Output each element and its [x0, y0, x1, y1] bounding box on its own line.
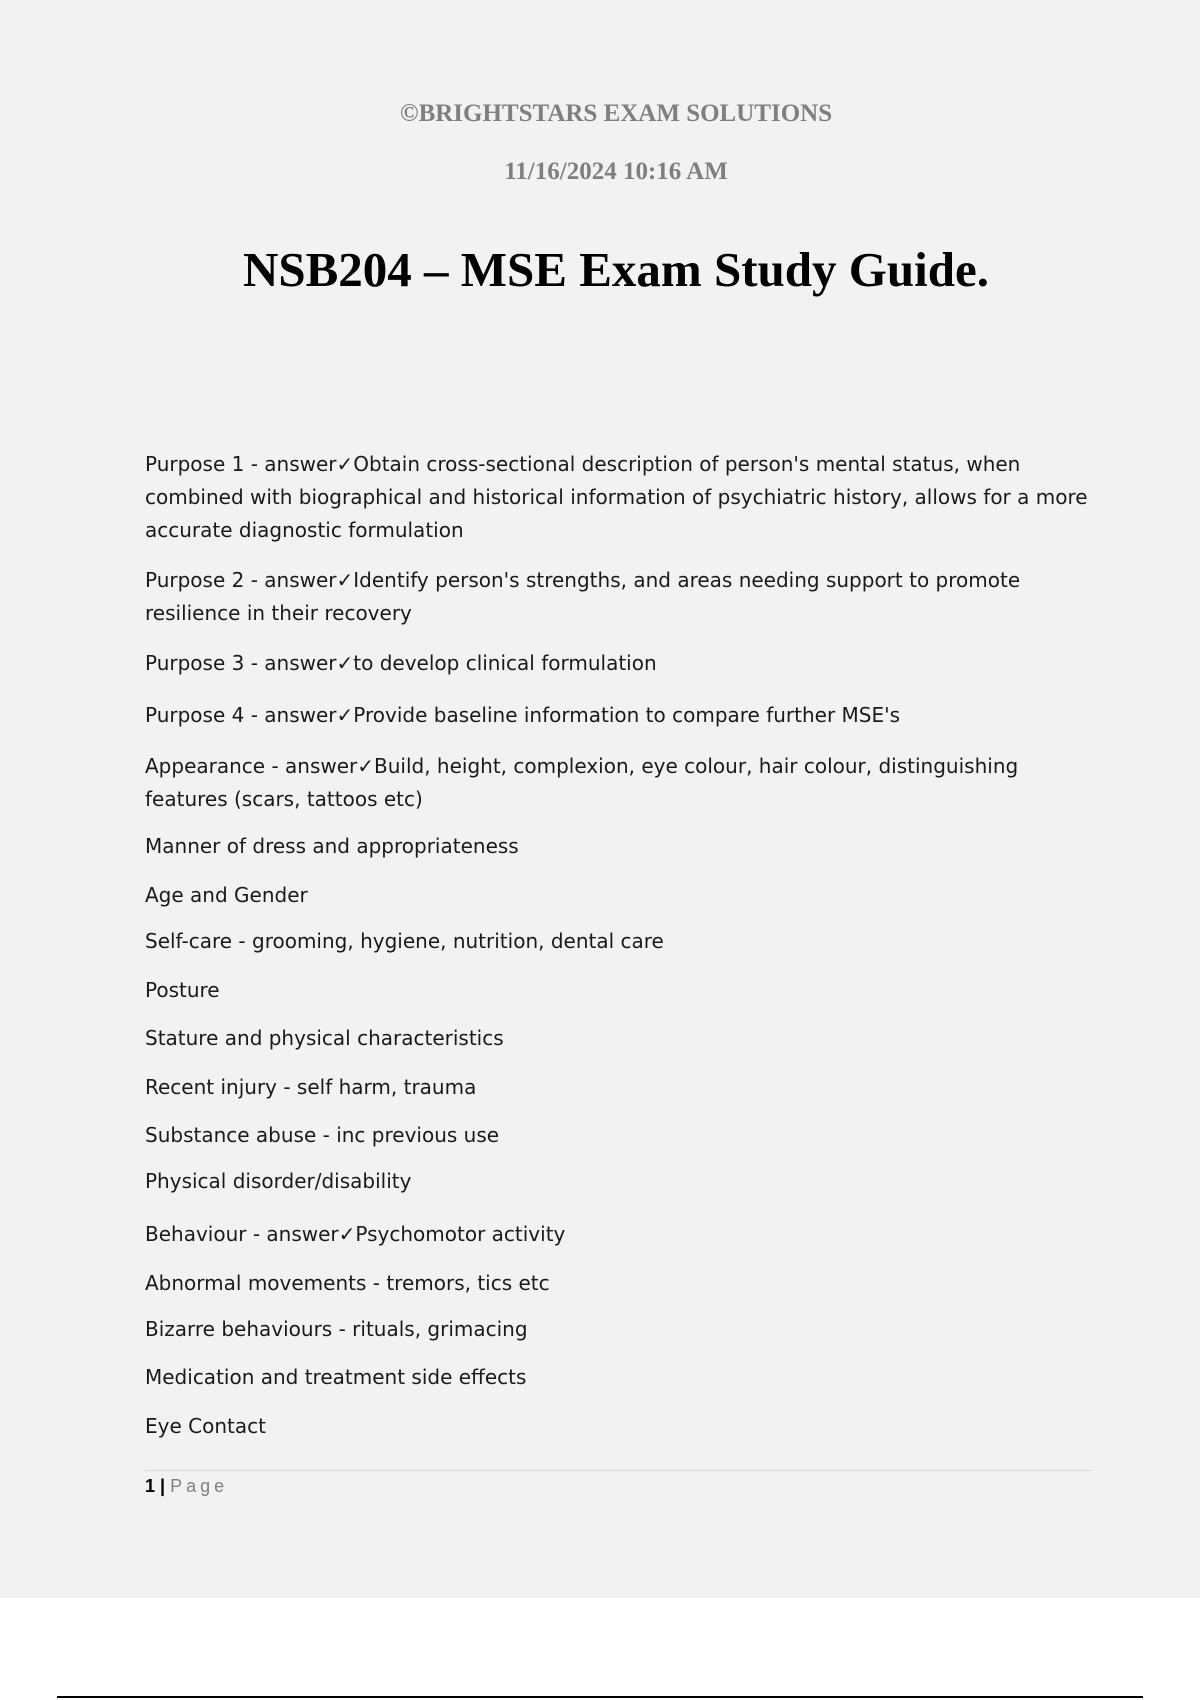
- entry-substance-abuse: Substance abuse - inc previous use: [145, 1123, 500, 1147]
- entry-bizarre-behaviours: Bizarre behaviours - rituals, grimacing: [145, 1317, 528, 1341]
- entry-purpose-1: Purpose 1 - answer✓Obtain cross-sectional description of person's mental status, when combined with biographical and historical information of psychiatric history, allows for a more accurate diagnostic formulation: [145, 452, 1088, 542]
- entry-purpose-4: Purpose 4 - answer✓Provide baseline information to compare further MSE's: [145, 703, 901, 727]
- page-number: 1: [145, 1476, 156, 1496]
- datetime-header: 11/16/2024 10:16 AM: [504, 158, 728, 185]
- entry-manner-of-dress: Manner of dress and appropriateness: [145, 834, 519, 858]
- entry-self-care: Self-care - grooming, hygiene, nutrition, dental care: [145, 929, 664, 953]
- entry-medication-side-effects: Medication and treatment side effects: [145, 1365, 527, 1389]
- copyright-header: ©BRIGHTSTARS EXAM SOLUTIONS: [399, 100, 833, 127]
- entry-purpose-2: Purpose 2 - answer✓Identify person's strengths, and areas needing support to promote resilience in their recovery: [145, 568, 1021, 625]
- page-footer: [145, 1474, 228, 1498]
- entry-purpose-3: Purpose 3 - answer✓to develop clinical formulation: [145, 651, 657, 675]
- next-page-top-rule: [57, 1696, 1143, 1698]
- entry-recent-injury: Recent injury - self harm, trauma: [145, 1075, 477, 1099]
- entry-behaviour: Behaviour - answer✓Psychomotor activity: [145, 1222, 566, 1246]
- entry-abnormal-movements: Abnormal movements - tremors, tics etc: [145, 1271, 550, 1295]
- page-separator: |: [160, 1476, 166, 1496]
- entry-posture: Posture: [145, 978, 220, 1002]
- entry-appearance: Appearance - answer✓Build, height, complexion, eye colour, hair colour, distinguishing features (scars, tattoos etc): [145, 754, 1019, 811]
- document-title: NSB204 – MSE Exam Study Guide.: [242, 242, 990, 297]
- entry-age-gender: Age and Gender: [145, 883, 308, 907]
- footer-divider: [145, 1470, 1092, 1471]
- entry-physical-disorder: Physical disorder/disability: [145, 1169, 412, 1193]
- entry-eye-contact: Eye Contact: [145, 1414, 266, 1438]
- entry-stature: Stature and physical characteristics: [145, 1026, 504, 1050]
- page-label: Page: [170, 1476, 229, 1496]
